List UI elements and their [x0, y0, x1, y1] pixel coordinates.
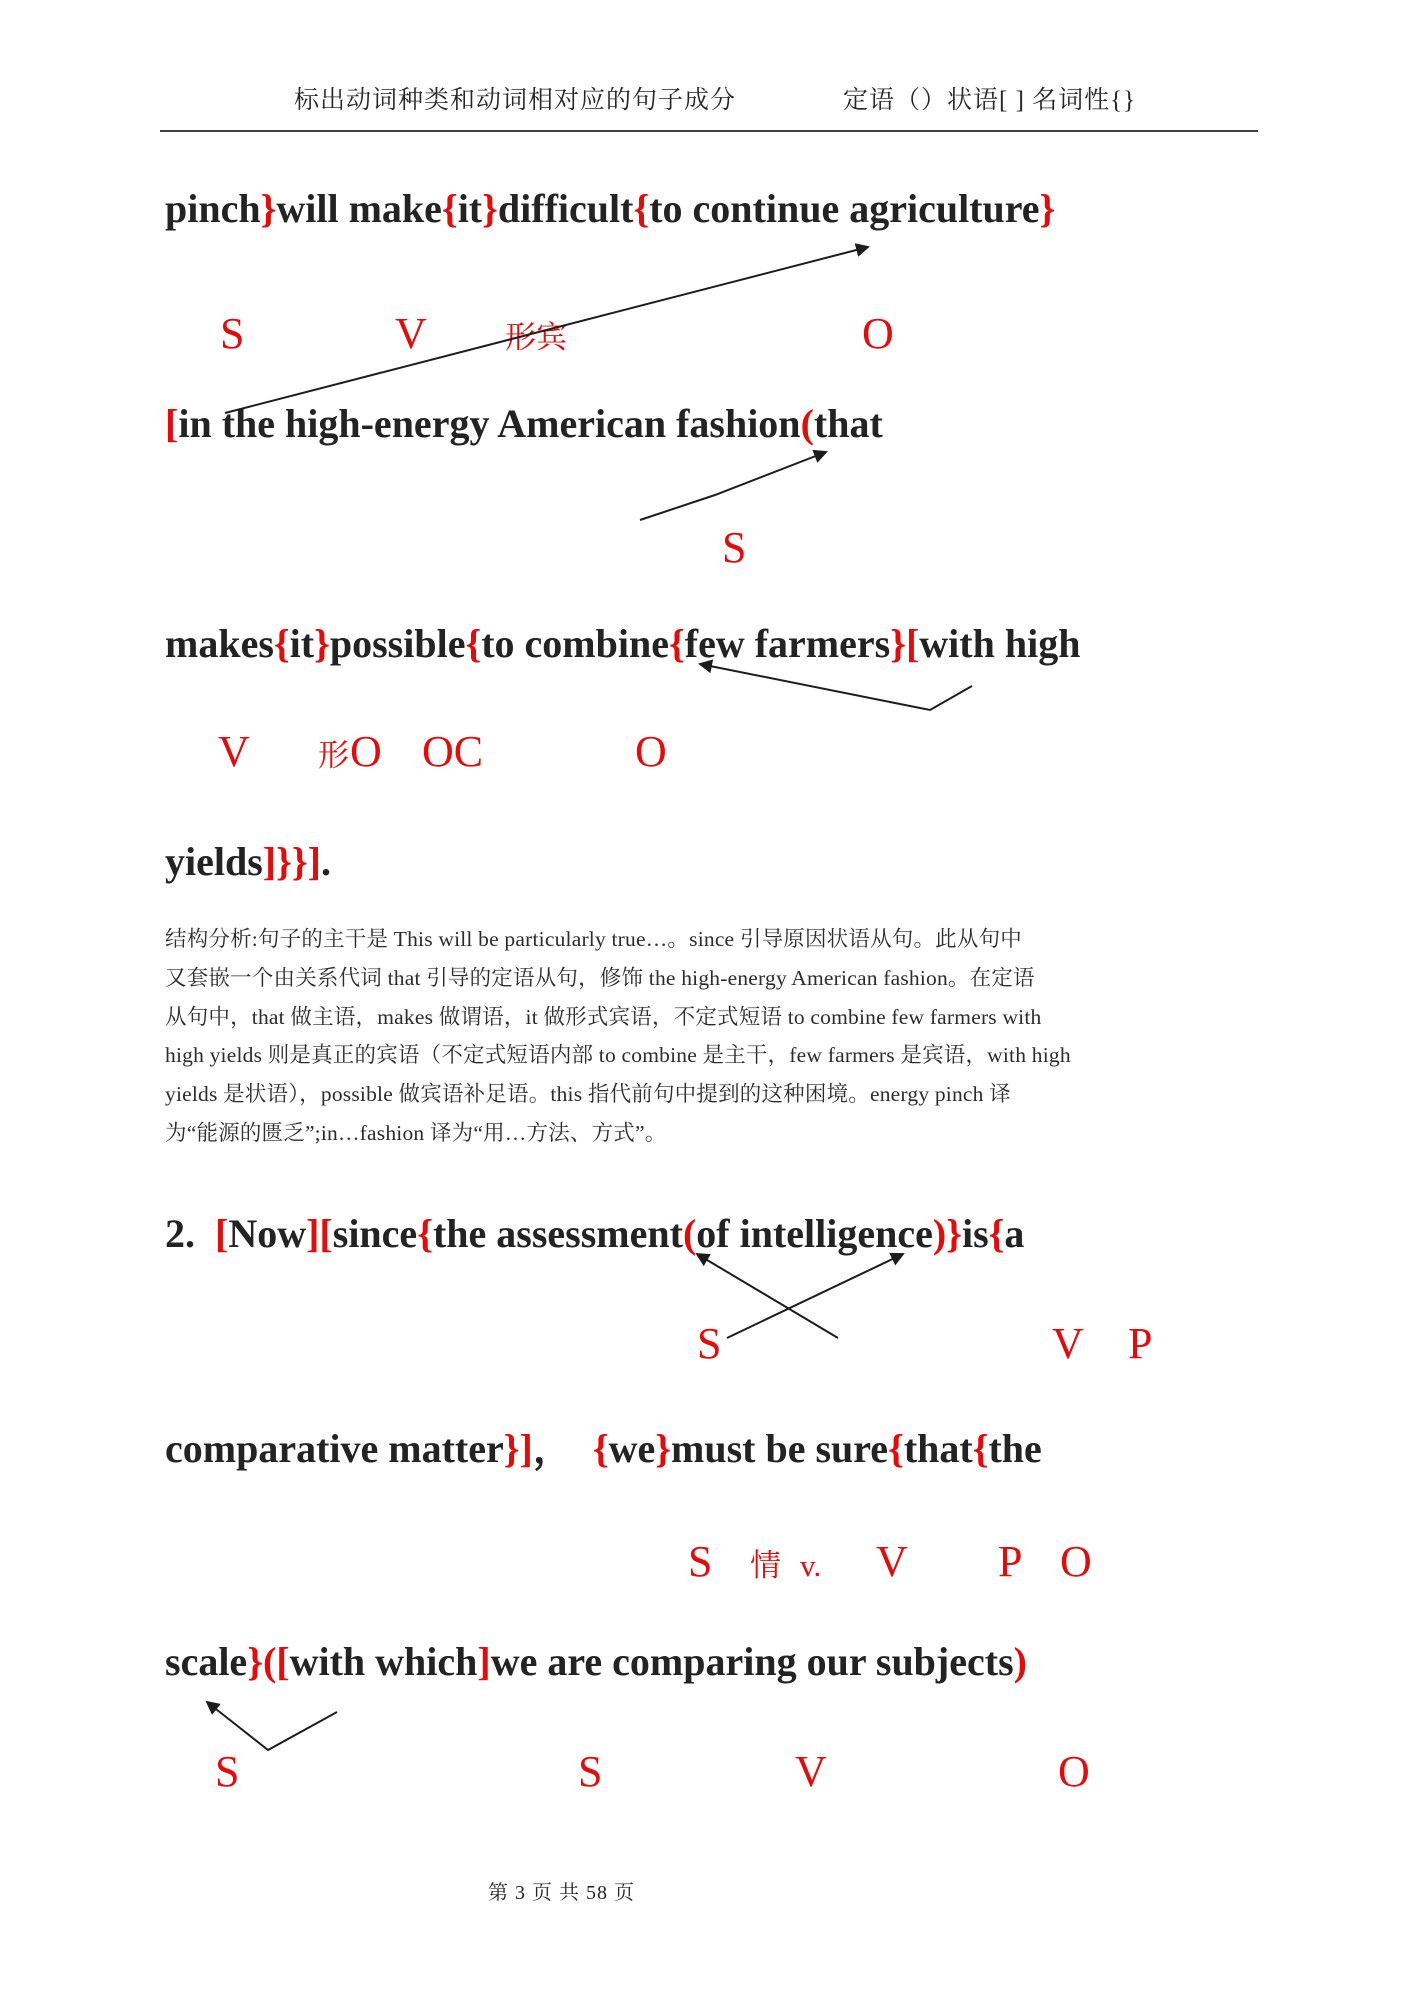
text-segment: yields [165, 839, 263, 884]
text-segment: pinch [165, 186, 261, 231]
text-segment: with which [289, 1639, 478, 1684]
text-segment: that [813, 401, 883, 446]
header-right-legend: 定语（）状语[ ] 名词性{} [843, 87, 1137, 114]
verb-label: V [1052, 1319, 1084, 1368]
text-segment: ] [477, 1639, 491, 1684]
formal-label: 形 [318, 738, 349, 773]
text-segment: we are comparing our subjects [490, 1639, 1014, 1684]
paragraph-line: yields 是状语），possible 做宾语补足语。this 指代前句中提到的这种困境。energy pinch 译 [165, 1082, 1011, 1107]
text-segment: ) [1013, 1639, 1027, 1684]
paragraph-line: 为“能源的匮乏”;in…fashion 译为“用…方法、方式”。 [165, 1120, 667, 1145]
text-segment: { [888, 1426, 904, 1471]
sentence1-subject-annotation [0, 524, 1414, 580]
sentence1-line3 [165, 620, 1080, 668]
subject-label: S [688, 1537, 713, 1586]
predicative-label: P [1128, 1319, 1153, 1368]
text-segment: ( [682, 1211, 697, 1256]
sentence2-annotation-row3 [0, 1748, 1414, 1804]
text-segment: comparative matter [165, 1426, 504, 1471]
header-left-text: 标出动词种类和动词相对应的句子成分 [294, 87, 737, 114]
object-label: O [350, 727, 382, 776]
text-segment: } [314, 621, 330, 666]
subject-label: S [722, 523, 747, 572]
text-segment: since [332, 1211, 418, 1256]
text-segment: } [260, 186, 277, 231]
text-segment: will make [276, 186, 442, 231]
text-segment: [ [905, 621, 920, 666]
object-label: O [862, 309, 894, 358]
subject-label: S [578, 1747, 603, 1796]
verb-label: V [218, 727, 250, 776]
text-segment: the assessment [432, 1211, 683, 1256]
text-segment: )} [932, 1211, 962, 1256]
subject-label: S [697, 1319, 722, 1368]
text-segment: with high [919, 621, 1081, 666]
text-segment: { [441, 186, 458, 231]
paragraph-line: high yields 则是真正的宾语（不定式短语内部 to combine 是主干，few farmers 是宾语，with high [165, 1043, 1071, 1068]
text-segment: to combine [481, 621, 669, 666]
sentence2-line1 [165, 1210, 1024, 1258]
sentence1-annotation-row2 [0, 728, 1414, 784]
paragraph-line: 结构分析:句子的主干是 This will be particularly true…。since 引导原因状语从句。此从句中 [165, 927, 1022, 951]
verb-label: V [395, 309, 427, 358]
text-segment: [ [215, 1211, 229, 1256]
text-segment: a [1004, 1211, 1025, 1256]
text-segment: 2. [165, 1211, 215, 1256]
arrow-scale-subject [207, 1702, 337, 1750]
modal-verb-label: v. [800, 1548, 822, 1583]
page-number: 第 3 页 共 58 页 [488, 1882, 635, 1904]
text-segment: ]}}] [262, 839, 321, 884]
formal-object-label: 形宾 [505, 320, 567, 355]
text-segment: possible [329, 621, 466, 666]
text-segment: is [961, 1211, 989, 1256]
object-label: O [1060, 1537, 1092, 1586]
text-segment: difficult [497, 186, 634, 231]
text-segment: makes [165, 621, 274, 666]
structure-analysis-paragraph [165, 920, 1260, 1153]
paragraph-line: 又套嵌一个由关系代词 that 引导的定语从句，修饰 the high-energy American fashion。在定语 [165, 965, 1035, 990]
text-segment: { [633, 186, 650, 231]
text-segment: of intelligence [696, 1211, 933, 1256]
text-segment: it [457, 186, 483, 231]
text-segment: { [273, 621, 290, 666]
subject-label: S [220, 309, 245, 358]
text-segment: } [890, 621, 906, 666]
verb-label: V [876, 1537, 908, 1586]
sentence2-annotation-row1 [0, 1320, 1414, 1376]
object-label: O [1058, 1747, 1090, 1796]
predicative-label: P [998, 1537, 1023, 1586]
text-segment: it [289, 621, 315, 666]
text-segment: we [608, 1426, 656, 1471]
text-segment: [ [165, 401, 179, 446]
text-segment: few farmers [684, 621, 891, 666]
modal-label: 情 [750, 1548, 781, 1583]
text-segment: { [988, 1211, 1005, 1256]
object-label: O [635, 727, 667, 776]
text-segment: Now [228, 1211, 307, 1256]
subject-label: S [215, 1747, 240, 1796]
object-complement-label: OC [422, 727, 484, 776]
verb-label: V [795, 1747, 827, 1796]
text-segment: the [988, 1426, 1042, 1471]
text-segment: }([ [247, 1639, 290, 1684]
sentence1-line4 [165, 838, 331, 886]
text-segment: scale [165, 1639, 248, 1684]
text-segment: } [655, 1426, 671, 1471]
text-segment: { [465, 621, 482, 666]
sentence1-line1 [165, 185, 1055, 233]
text-segment: must be sure [671, 1426, 889, 1471]
sentence2-line3 [165, 1638, 1027, 1686]
sentence2-line2 [165, 1425, 1042, 1473]
text-segment: { [669, 621, 685, 666]
sentence1-line2 [165, 400, 883, 448]
text-segment: that [903, 1426, 973, 1471]
arrow-that-subject [640, 452, 826, 520]
text-segment: ][ [306, 1211, 333, 1256]
text-segment: }] [503, 1426, 533, 1471]
header-rule [160, 130, 1258, 132]
text-segment: { [972, 1426, 989, 1471]
sentence1-annotation-row1 [0, 310, 1414, 366]
text-segment: ， [532, 1426, 593, 1471]
paragraph-line: 从句中，that 做主语，makes 做谓语，it 做形式宾语，不定式短语 to combine few farmers with [165, 1004, 1042, 1029]
text-segment: { [592, 1426, 609, 1471]
text-segment: to continue agriculture [649, 186, 1040, 231]
text-segment: { [417, 1211, 433, 1256]
sentence2-annotation-row2 [0, 1538, 1414, 1594]
text-segment: } [482, 186, 498, 231]
text-segment: ( [800, 401, 814, 446]
text-segment: in the high-energy American fashion [178, 401, 801, 446]
arrow-to-combine [700, 664, 972, 710]
text-segment: . [320, 839, 331, 884]
text-segment: } [1039, 186, 1056, 231]
